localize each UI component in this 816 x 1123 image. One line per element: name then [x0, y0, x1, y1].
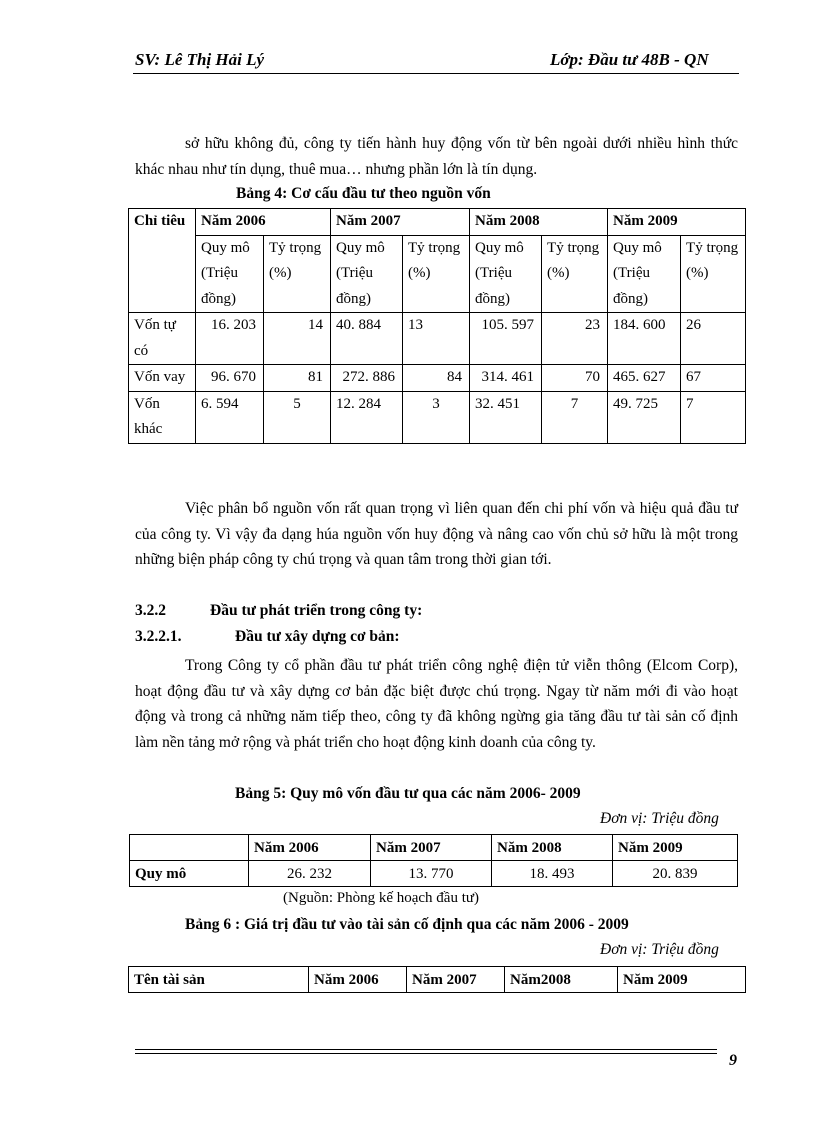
paragraph-3-text: Trong Công ty cổ phần đầu tư phát triển công nghệ điện tử viễn thông (Elcom Corp), hoạt động đầu tư và xây dựng cơ bản đặc biệt được chú trọng. Ngay từ năm mới đi vào hoạt động và trong cả những năm tiếp theo, công ty đã không ngừng gia tăng đầu tư tài sản cố định làm nền tảng mở rộng và phát triển cho hoạt động kinh doanh của công ty. — [135, 657, 738, 752]
table4-caption: Bảng 4: Cơ cấu đầu tư theo nguồn vốn — [236, 185, 491, 202]
paragraph-2 — [135, 496, 738, 573]
table-cell: 13 — [403, 313, 470, 365]
table-cell: 314. 461 — [470, 365, 542, 392]
table-cell: 67 — [681, 365, 746, 392]
row-label: Quy mô — [130, 861, 249, 887]
table-cell: 32. 451 — [470, 391, 542, 443]
table-cell: 40. 884 — [331, 313, 403, 365]
table-cell: 16. 203 — [196, 313, 264, 365]
header-class: Lớp: Đầu tư 48B - QN — [550, 50, 709, 69]
table6-year-2007: Năm 2007 — [407, 967, 505, 993]
page-number: 9 — [729, 1052, 737, 1069]
table5-year-2007: Năm 2007 — [371, 835, 492, 861]
table5-caption: Bảng 5: Quy mô vốn đầu tư qua các năm 2006- 2009 — [235, 785, 581, 802]
paragraph-1-text: sở hữu không đủ, công ty tiến hành huy động vốn từ bên ngoài dưới nhiều hình thức khác nhau như tín dụng, thuê mua… nhưng phần lớn là tín dụng. — [135, 135, 738, 178]
table-cell: 49. 725 — [608, 391, 681, 443]
table5-corner — [130, 835, 249, 861]
table-row — [129, 391, 746, 443]
table-cell: 6. 594 — [196, 391, 264, 443]
table5 — [129, 834, 738, 887]
paragraph-3 — [135, 653, 738, 756]
table6-caption: Bảng 6 : Giá trị đầu tư vào tài sản cố định qua các năm 2006 - 2009 — [185, 916, 629, 933]
table6-header-asset: Tên tài sản — [129, 967, 309, 993]
table-cell: 26 — [681, 313, 746, 365]
paragraph-2-text: Việc phân bổ nguồn vốn rất quan trọng vì liên quan đến chi phí vốn và hiệu quả đầu tư của công ty. Vì vậy đa dạng húa nguồn vốn huy động và nâng cao vốn chủ sở hữu là một trong những biện pháp công ty chú trọng và quan tâm trong thời gian tới. — [135, 500, 738, 569]
section-3-2-2-number: 3.2.2 — [135, 602, 166, 619]
table-cell: 23 — [542, 313, 608, 365]
table-row — [129, 313, 746, 365]
table4-sub-scale: Quy mô (Triệu đồng) — [331, 235, 403, 313]
table4-sub-share: Tỷ trọng (%) — [681, 235, 746, 313]
table4-year-2006: Năm 2006 — [196, 209, 331, 236]
table5-source: (Nguồn: Phòng kế hoạch đầu tư) — [283, 890, 480, 906]
table5-unit: Đơn vị: Triệu đồng — [600, 810, 719, 827]
table-cell: 3 — [403, 391, 470, 443]
table6-year-2009: Năm 2009 — [618, 967, 746, 993]
footer-divider — [135, 1049, 717, 1050]
table5-year-2009: Năm 2009 — [613, 835, 738, 861]
table5-year-2006: Năm 2006 — [249, 835, 371, 861]
section-3-2-2-1-number: 3.2.2.1. — [135, 628, 182, 645]
section-3-2-2-title: Đầu tư phát triển trong công ty: — [210, 602, 423, 619]
table4-sub-share: Tỷ trọng (%) — [264, 235, 331, 313]
table4 — [128, 208, 746, 444]
paragraph-1 — [135, 131, 738, 182]
table-row — [129, 365, 746, 392]
table4-year-2007: Năm 2007 — [331, 209, 470, 236]
table-cell: 14 — [264, 313, 331, 365]
table-cell: 13. 770 — [371, 861, 492, 887]
table-cell: 70 — [542, 365, 608, 392]
section-3-2-2-1-title: Đầu tư xây dựng cơ bản: — [235, 628, 400, 645]
table-cell: 184. 600 — [608, 313, 681, 365]
table4-sub-scale: Quy mô (Triệu đồng) — [608, 235, 681, 313]
table4-year-2008: Năm 2008 — [470, 209, 608, 236]
table-cell: 20. 839 — [613, 861, 738, 887]
header-student: SV: Lê Thị Hải Lý — [135, 50, 265, 69]
table6 — [128, 966, 746, 993]
table-cell: 12. 284 — [331, 391, 403, 443]
table-cell: 105. 597 — [470, 313, 542, 365]
table-cell: 18. 493 — [492, 861, 613, 887]
table4-sub-share: Tỷ trọng (%) — [403, 235, 470, 313]
table4-year-2009: Năm 2009 — [608, 209, 746, 236]
table-cell: 7 — [542, 391, 608, 443]
table-cell: 26. 232 — [249, 861, 371, 887]
table-cell: 272. 886 — [331, 365, 403, 392]
table5-year-2008: Năm 2008 — [492, 835, 613, 861]
table6-year-2008: Năm2008 — [505, 967, 618, 993]
table-cell: 84 — [403, 365, 470, 392]
table-cell: 96. 670 — [196, 365, 264, 392]
table4-sub-scale: Quy mô (Triệu đồng) — [470, 235, 542, 313]
table6-unit: Đơn vị: Triệu đồng — [600, 941, 719, 958]
table4-sub-share: Tỷ trọng (%) — [542, 235, 608, 313]
table-cell: 81 — [264, 365, 331, 392]
table4-header-indicator: Chỉ tiêu — [129, 209, 196, 313]
table-row — [130, 861, 738, 887]
table-cell: 5 — [264, 391, 331, 443]
table-cell: 7 — [681, 391, 746, 443]
table6-year-2006: Năm 2006 — [309, 967, 407, 993]
footer-divider — [135, 1053, 717, 1054]
table4-sub-scale: Quy mô (Triệu đồng) — [196, 235, 264, 313]
row-label: Vốn vay — [129, 365, 196, 392]
table-cell: 465. 627 — [608, 365, 681, 392]
row-label: Vốn tự có — [129, 313, 196, 365]
header-divider — [133, 73, 739, 74]
row-label: Vốn khác — [129, 391, 196, 443]
